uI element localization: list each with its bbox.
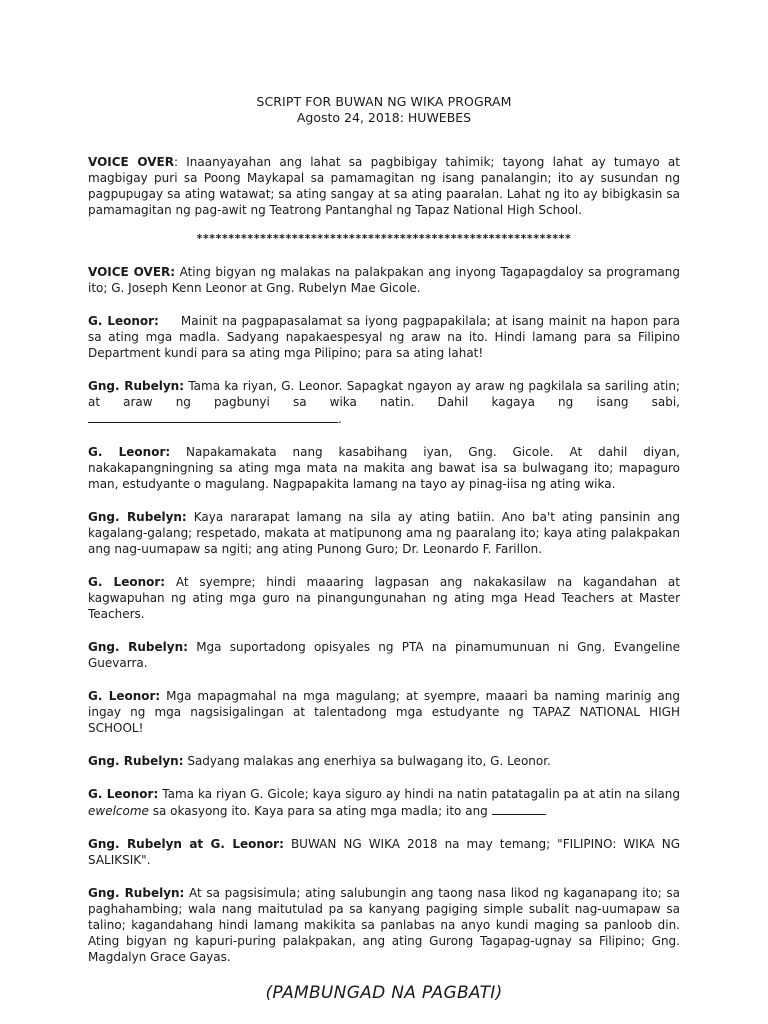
paragraph-text-2: sa okasyong ito. Kaya para sa ating mga madla; ito ang [148,804,492,818]
paragraph-text: Tama ka riyan, G. Leonor. Sapagkat ngayon ay araw ng pagkilala sa sariling atin; at araw ng pagbunyi sa wika natin. Dahil kagaya ng isang sabi, [88,379,680,409]
speaker-label: Gng. Rubelyn: [88,754,184,768]
speaker-label: Gng. Rubelyn: [88,640,188,654]
paragraph-rubelyn-1: Gng. Rubelyn: Tama ka riyan, G. Leonor. Sapagkat ngayon ay araw ng pagkilala sa sariling atin; at araw ng pagbunyi sa wika natin. Dahil kagaya ng isang sabi,. [88,379,680,426]
paragraph-voice-over-2 [88,264,680,296]
speaker-label: G. Leonor: [88,445,171,459]
paragraph-both-hosts [88,836,680,868]
paragraph-leonor-4 [88,688,680,736]
speaker-label: Gng. Rubelyn at G. Leonor: [88,837,284,851]
paragraph-text: Mainit na pagpapasalamat sa iyong pagpapakilala; at isang mainit na hapon para sa ating mga madla. Sadyang napakaespesyal ng araw na ito. Hindi lamang para sa Filipino Department kundi para sa ating mga Pilipino; para sa ating lahat! [88,314,680,360]
fill-in-blank [492,802,546,815]
paragraph-text: Tama ka riyan G. Gicole; kaya siguro ay hindi na natin patatagalin pa at atin na silang [158,787,680,801]
paragraph-rubelyn-3 [88,639,680,671]
document-date: Agosto 24, 2018: HUWEBES [296,110,472,125]
speaker-label: G. Leonor: [88,787,159,801]
speaker-label: G. Leonor: [88,314,159,328]
closing-heading: (PAMBUNGAD NA PAGBATI) [265,983,503,1003]
paragraph-text: At syempre; hindi maaaring lagpasan ang nakakasilaw na kagandahan at kagwapuhan ng ating mga guro na pinangungunahan ng ating mga Head Teachers at Master Teachers. [88,575,680,621]
paragraph-text: Mga suportadong opisyales ng PTA na pinamumunuan ni Gng. Evangeline Guevarra. [88,640,680,670]
speaker-label: G. Leonor: [88,575,166,589]
paragraph-leonor-1 [88,313,680,361]
italic-word: ewelcome [88,804,149,818]
paragraph-leonor-3 [88,574,680,622]
paragraph-text: Kaya nararapat lamang na sila ay ating batiin. Ano ba't ating pansinin ang kagalang-galang; respetado, makata at matipunong ama ng paaralang ito; kaya ating palakpakan ang nag-uumapaw sa ngiti; ang ating Punong Guro; Dr. Leonardo F. Farillon. [88,510,680,556]
speaker-label: VOICE OVER: [88,265,176,279]
speaker-label: VOICE OVER [88,155,174,169]
speaker-label: Gng. Rubelyn: [88,510,187,524]
speaker-label: G. Leonor: [88,689,161,703]
fill-in-blank [88,410,338,423]
paragraph-leonor-2 [88,444,680,492]
separator-stars: *********************************************************** [196,232,572,245]
paragraph-text: At sa pagsisimula; ating salubungin ang taong nasa likod ng kaganapang ito; sa paghahambing; wala nang maitutulad pa sa kanyang pagiging simple subalit nag-uumapaw sa talino; kagandahang hindi lamang makikita sa panlabas na anyo kundi maging sa panloob din. Ating bigyan ng kapuri-puring palakpakan, ang ating Gurong Tagapag-ugnay sa Filipino; Gng. Magdalyn Grace Gayas. [88,886,680,964]
paragraph-text: Ating bigyan ng malakas na palakpakan ang inyong Tagapagdaloy sa programang ito; G. Joseph Kenn Leonor at Gng. Rubelyn Mae Gicole. [88,265,681,295]
paragraph-rubelyn-2 [88,509,680,557]
paragraph-rubelyn-4 [88,753,680,769]
speaker-label: Gng. Rubelyn: [88,886,185,900]
paragraph-text: Napakamakata nang kasabihang iyan, Gng. Gicole. At dahil diyan, nakakapangningning sa ating mga mata na makita ang bawat isa sa bulwagang ito; mapaguro man, estudyante o magulang. Nagpapakita lamang na tayo ay pinag-iisa ng ating wika. [88,445,680,491]
speaker-label: Gng. Rubelyn: [88,379,185,393]
paragraph-text: BUWAN NG WIKA 2018 na may temang; "FILIPINO: WIKA NG SALIKSIK". [88,837,680,867]
paragraph-text: Sadyang malakas ang enerhiya sa bulwagang ito, G. Leonor. [183,754,551,768]
paragraph-leonor-5 [88,786,680,819]
paragraph-text: Mga mapagmahal na mga magulang; at syempre, maaari ba naming marinig ang ingay ng mga nagsisigalingan at talentadong mga estudyante ng TAPAZ NATIONAL HIGH SCHOOL! [88,689,680,735]
document-title: SCRIPT FOR BUWAN NG WIKA PROGRAM [256,94,512,109]
paragraph-rubelyn-5 [88,885,680,965]
paragraph-voice-over-1 [88,154,680,218]
paragraph-text: : Inaanyayahan ang lahat sa pagbibigay tahimik; tayong lahat ay tumayo at magbigay puri sa Poong Maykapal sa pamamagitan ng isang panalangin; ito ay susundan ng pagpupugay sa ating watawat; sa ating sangay at sa ating paaralan. Lahat ng ito ay bibigkasin sa pamamagitan ng pag-awit ng Teatrong Pantanghal ng Tapaz National High School. [88,155,680,217]
